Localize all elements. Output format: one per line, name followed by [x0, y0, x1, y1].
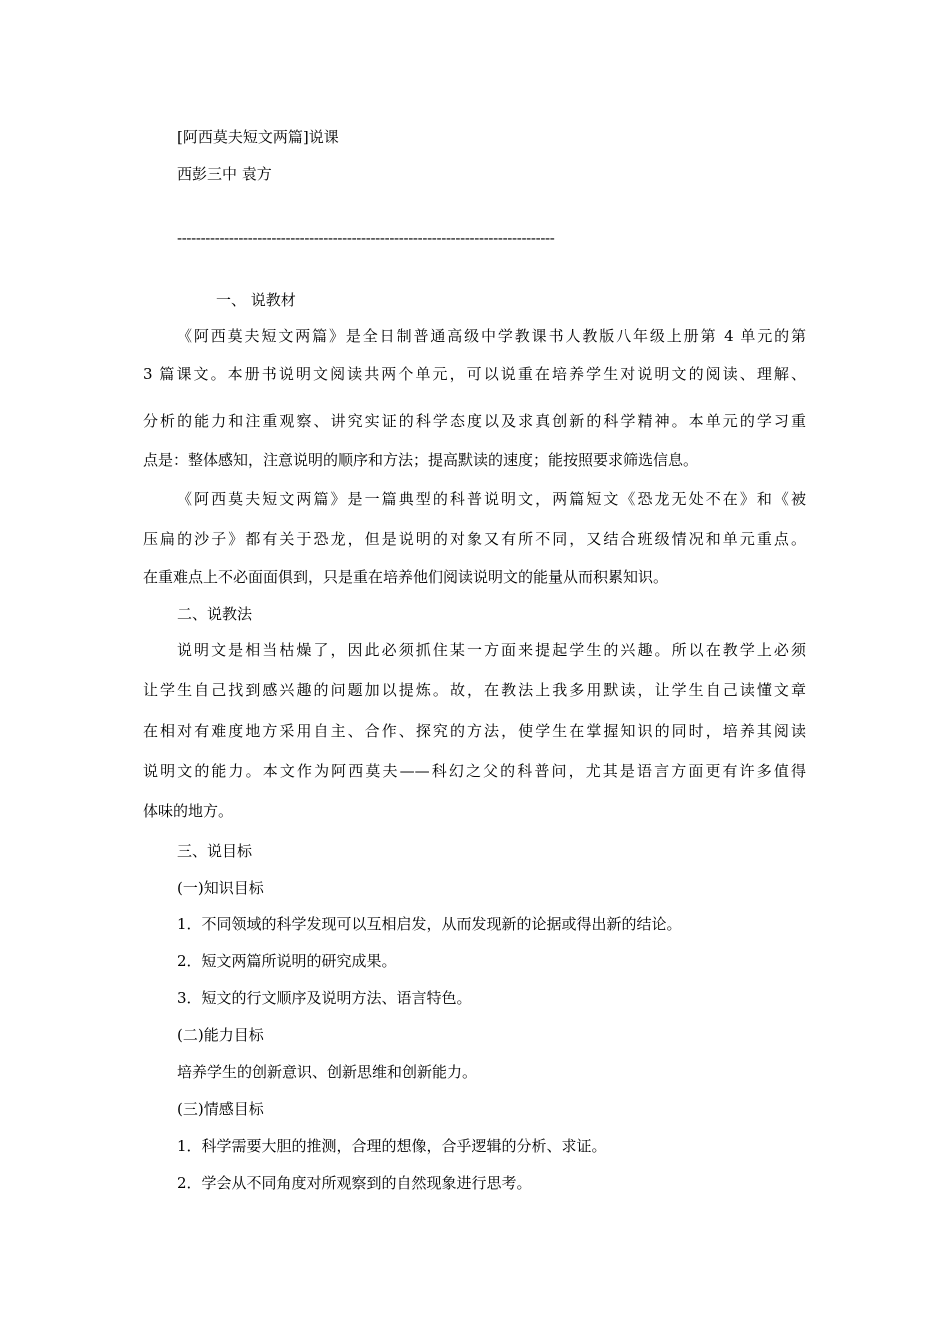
list-item: 2．短文两篇所说明的研究成果。 [177, 952, 397, 970]
subheading-emotion: (三)情感目标 [177, 1100, 264, 1118]
section-heading-goals: 三、说目标 [177, 842, 253, 860]
paragraph-line: 让学生自己找到感兴趣的问题加以提炼。故，在教法上我多用默读，让学生自己读懂文章 [143, 681, 806, 699]
section-heading-method: 二、说教法 [177, 605, 253, 623]
paragraph-line: 在相对有难度地方采用自主、合作、探究的方法，使学生在掌握知识的同时，培养其阅读 [143, 722, 806, 740]
list-item: 3．短文的行文顺序及说明方法、语言特色。 [177, 989, 472, 1007]
paragraph-line: 说明文的能力。本文作为阿西莫夫——科幻之父的科普问，尤其是语言方面更有许多值得 [143, 762, 806, 780]
paragraph-line: 压扁的沙子》都有关于恐龙，但是说明的对象又有所不同，又结合班级情况和单元重点。 [143, 530, 806, 548]
ability-text: 培养学生的创新意识、创新思维和创新能力。 [177, 1063, 478, 1081]
divider-line: -------------------------------------------------------------------------------- [177, 229, 555, 247]
paragraph-line: 《阿西莫夫短文两篇》是一篇典型的科普说明文，两篇短文《恐龙无处不在》和《被 [177, 490, 806, 508]
list-item: 2．学会从不同角度对所观察到的自然现象进行思考。 [177, 1174, 532, 1192]
paragraph-line: 点是：整体感知，注意说明的顺序和方法；提高默读的速度；能按照要求筛选信息。 [143, 451, 699, 469]
paragraph-line: 在重难点上不必面面俱到，只是重在培养他们阅读说明文的能量从而积累知识。 [143, 568, 669, 586]
subheading-knowledge: (一)知识目标 [177, 879, 264, 897]
paragraph-line: 分析的能力和注重观察、讲究实证的科学态度以及求真创新的科学精神。本单元的学习重 [143, 412, 806, 430]
author-line: 西彭三中 袁方 [177, 165, 272, 183]
subheading-ability: (二)能力目标 [177, 1026, 264, 1044]
paragraph-line: 《阿西莫夫短文两篇》是全日制普通高级中学教课书人教版八年级上册第 4 单元的第 [177, 327, 806, 345]
paragraph-line: 体味的地方。 [143, 802, 234, 820]
section-heading-textbook: 一、 说教材 [216, 291, 296, 309]
document-title: [阿西莫夫短文两篇]说课 [177, 128, 339, 146]
list-item: 1．不同领域的科学发现可以互相启发，从而发现新的论据或得出新的结论。 [177, 915, 682, 933]
paragraph-line: 3 篇课文。本册书说明文阅读共两个单元，可以说重在培养学生对说明文的阅读、理解、 [143, 365, 806, 383]
list-item: 1．科学需要大胆的推测，合理的想像，合乎逻辑的分析、求证。 [177, 1137, 607, 1155]
paragraph-line: 说明文是相当枯燥了，因此必须抓住某一方面来提起学生的兴趣。所以在教学上必须 [177, 641, 806, 659]
